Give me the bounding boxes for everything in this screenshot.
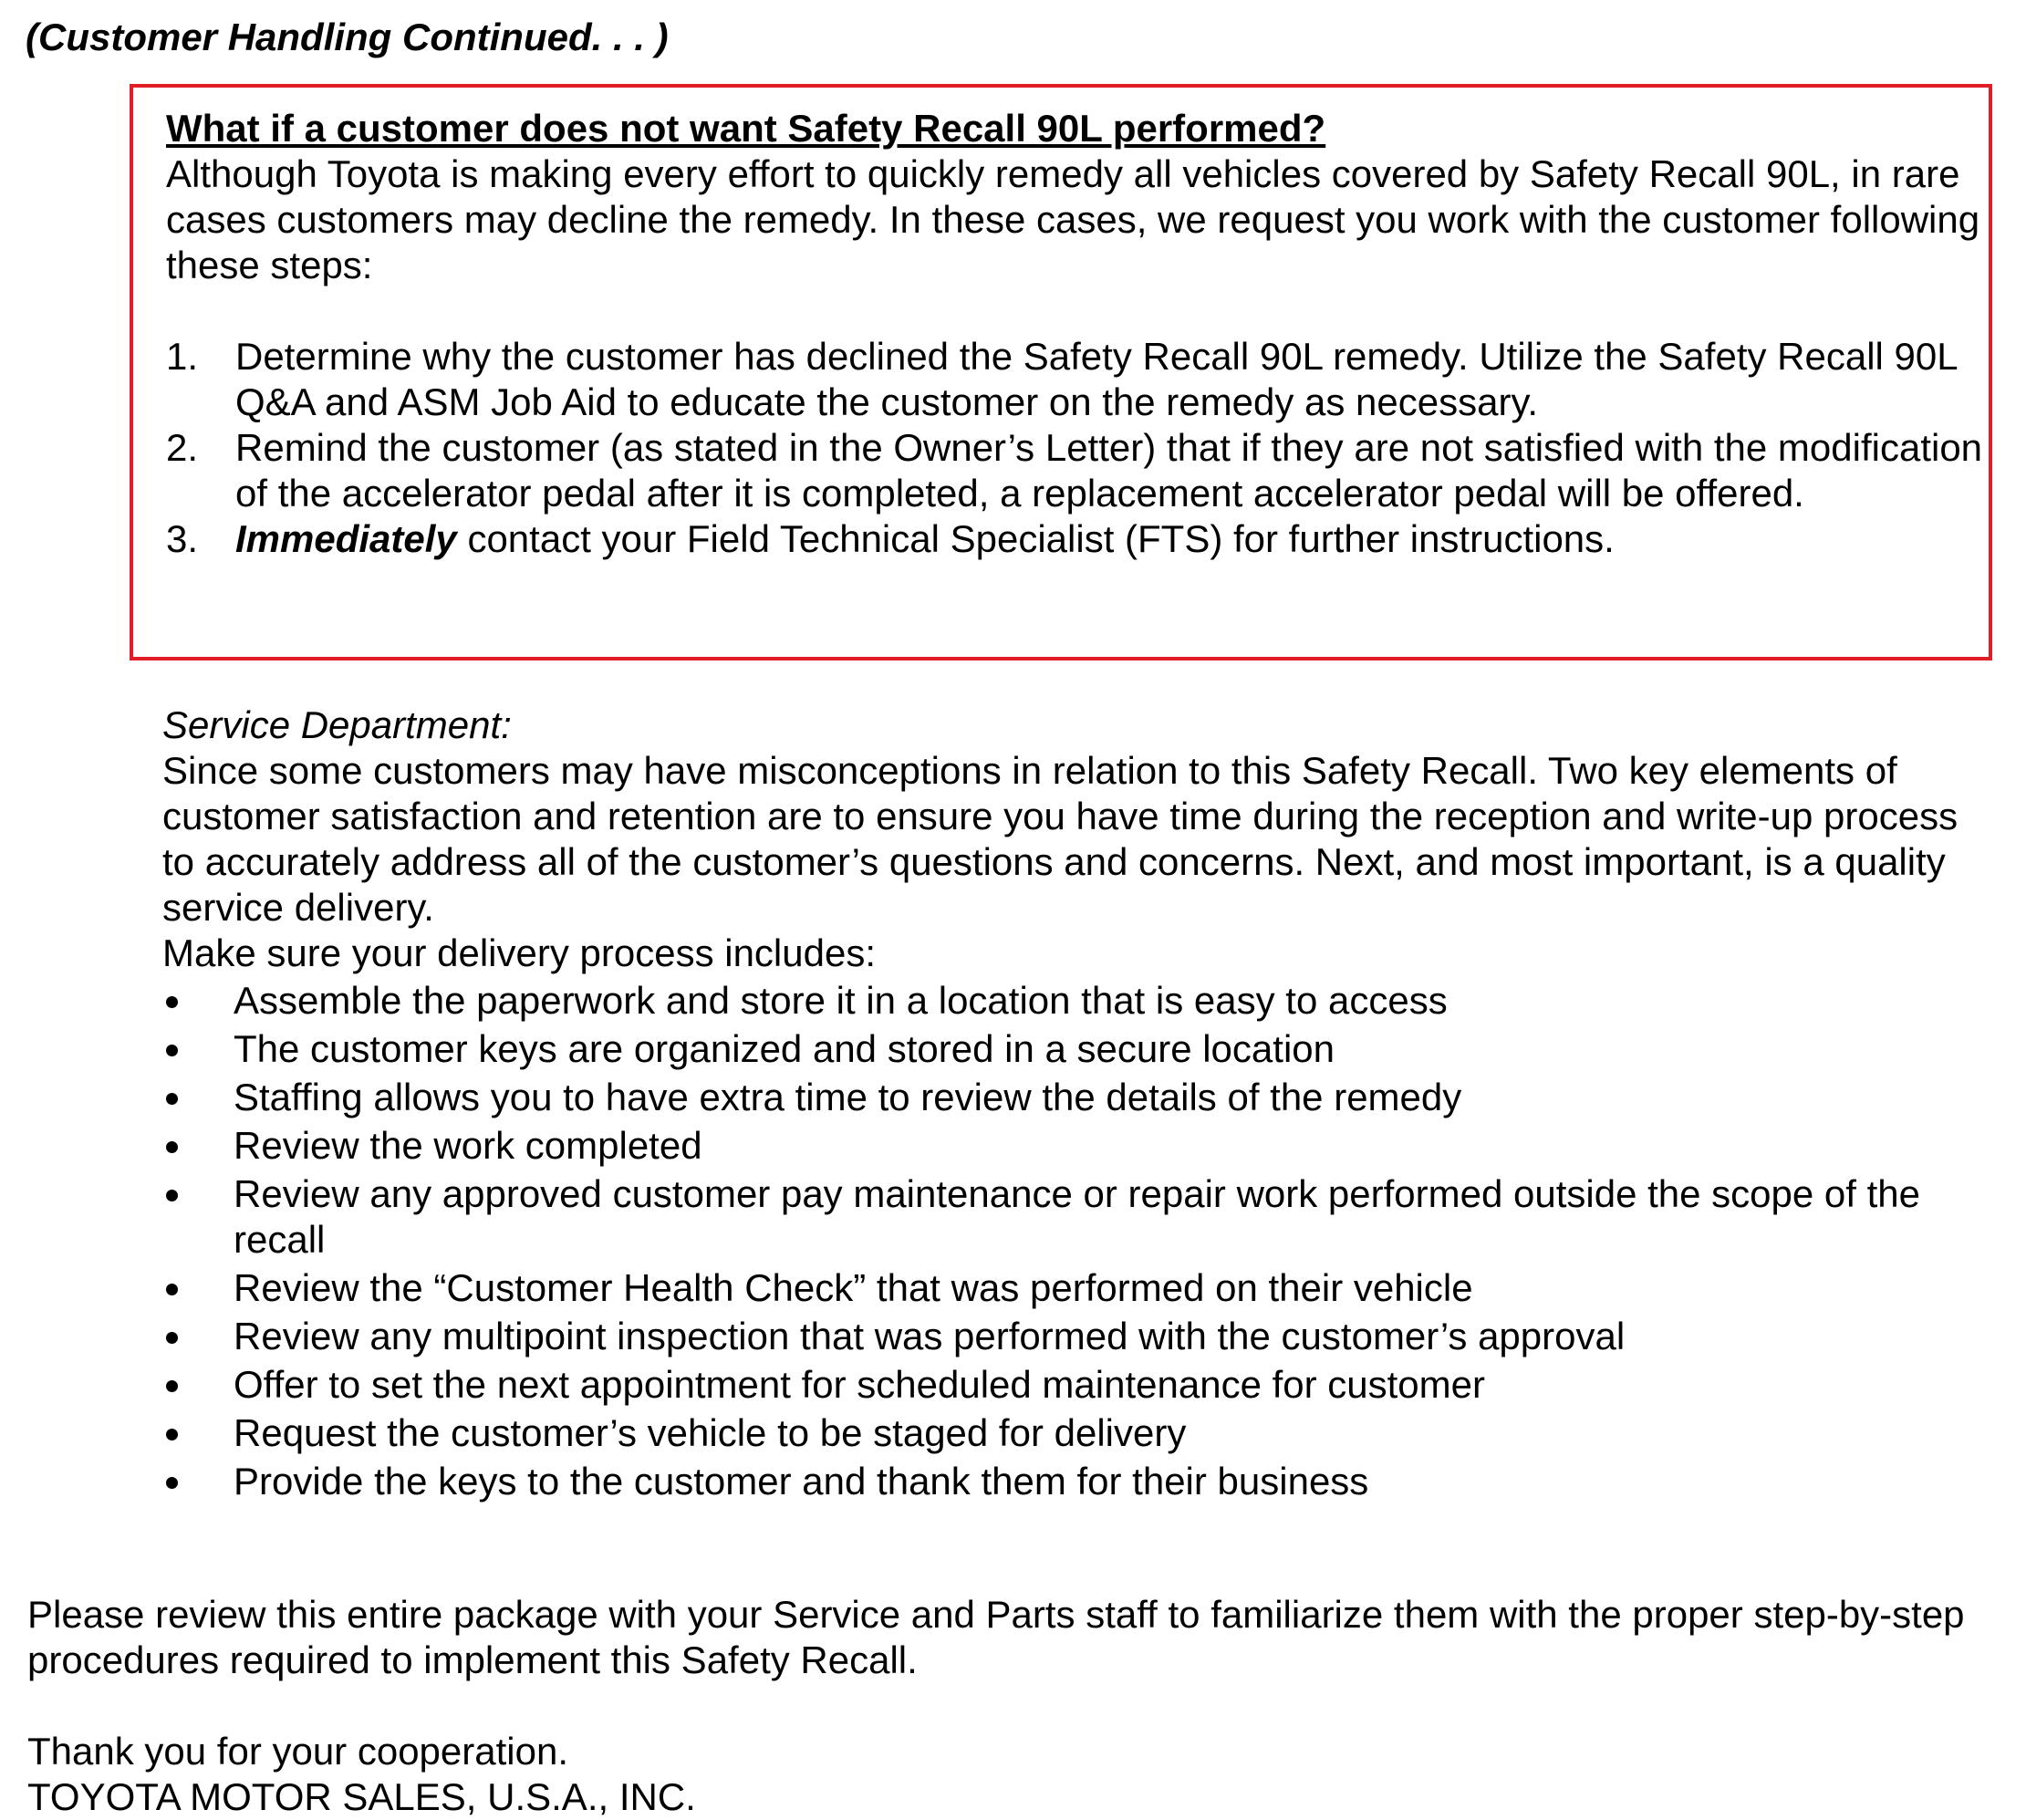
list-item — [162, 1075, 1985, 1120]
notice-content — [166, 106, 1983, 562]
step-text: contact your Field Technical Specialist (FTS) for further instructions. — [456, 517, 1615, 560]
list-item — [162, 1410, 1985, 1456]
decline-steps-list — [166, 334, 1983, 562]
step-text: Remind the customer (as stated in the Owner’s Letter) that if they are not satisfied with the modification of the accelerator pedal after it is completed, a replacement accelerator pedal will be offered. — [235, 426, 1983, 515]
step-emphasis: Immediately — [235, 517, 457, 560]
list-item — [162, 1362, 1985, 1408]
notice-title: What if a customer does not want Safety Recall 90L performed? — [166, 107, 1326, 150]
list-item-text: Staffing allows you to have extra time to review the details of the remedy — [234, 1076, 1462, 1118]
service-paragraph: Since some customers may have misconceptions in relation to this Safety Recall. Two key elements of customer satisfaction and retention are to ensure you have time during the reception and write-up process to accurately address all of the customer’s questions and concerns. Next, and most important, is a quality service delivery. — [162, 749, 1958, 929]
list-item-text: Provide the keys to the customer and thank them for their business — [234, 1460, 1369, 1503]
decline-notice-box — [130, 84, 1992, 660]
review-instruction: Please review this entire package with your Service and Parts staff to familiarize them with the proper step-by-step procedures required to implement this Safety Recall. — [27, 1593, 1965, 1681]
step-number: 2. — [166, 426, 199, 469]
list-item — [162, 1123, 1985, 1169]
list-item-text: Assemble the paperwork and store it in a location that is easy to access — [234, 979, 1448, 1022]
list-item-text: Review the “Customer Health Check” that was performed on their vehicle — [234, 1266, 1473, 1309]
step-item — [166, 334, 1987, 425]
list-item-text: Review any multipoint inspection that was performed with the customer’s approval — [234, 1315, 1626, 1357]
list-item — [162, 1171, 1985, 1263]
bullet-icon — [166, 1190, 178, 1201]
step-item — [166, 425, 1987, 516]
list-item-text: The customer keys are organized and stored in a secure location — [234, 1027, 1335, 1070]
list-item — [162, 1459, 1985, 1504]
step-number: 3. — [166, 517, 199, 560]
step-text: Determine why the customer has declined the Safety Recall 90L remedy. Utilize the Safety Recall 90L Q&A and ASM Job Aid to educate the customer on the remedy as necessary. — [235, 335, 1958, 423]
notice-intro: Although Toyota is making every effort to quickly remedy all vehicles covered by Safety Recall 90L, in rare cases customers may decline the remedy. In these cases, we request you work with the customer following these steps: — [166, 152, 1980, 286]
list-item — [162, 978, 1985, 1024]
bullet-icon — [166, 1332, 178, 1344]
service-department-section — [162, 702, 1987, 1507]
list-item-text: Offer to set the next appointment for scheduled maintenance for customer — [234, 1363, 1485, 1406]
list-item — [162, 1265, 1985, 1311]
bullet-icon — [166, 1380, 178, 1392]
bullet-icon — [166, 996, 178, 1008]
thank-you-line: Thank you for your cooperation. — [27, 1730, 569, 1773]
bullet-icon — [166, 1093, 178, 1105]
delivery-checklist — [162, 978, 1987, 1504]
service-heading: Service Department: — [162, 703, 512, 746]
bullet-icon — [166, 1284, 178, 1295]
continued-header: (Customer Handling Continued. . . ) — [26, 16, 669, 58]
bullet-icon — [166, 1477, 178, 1489]
bullet-icon — [166, 1045, 178, 1056]
step-item — [166, 516, 1987, 562]
list-item-text: Review the work completed — [234, 1124, 702, 1167]
list-item-text: Request the customer’s vehicle to be staged for delivery — [234, 1411, 1187, 1454]
list-item — [162, 1314, 1985, 1359]
step-number: 1. — [166, 335, 199, 378]
closing-section — [27, 1592, 1989, 1820]
list-item-text: Review any approved customer pay maintenance or repair work performed outside the scope of the recall — [234, 1172, 1920, 1261]
bullet-icon — [166, 1429, 178, 1440]
bullet-icon — [166, 1141, 178, 1153]
company-signature: TOYOTA MOTOR SALES, U.S.A., INC. — [27, 1775, 696, 1818]
delivery-intro: Make sure your delivery process includes: — [162, 931, 877, 974]
list-item — [162, 1026, 1985, 1072]
